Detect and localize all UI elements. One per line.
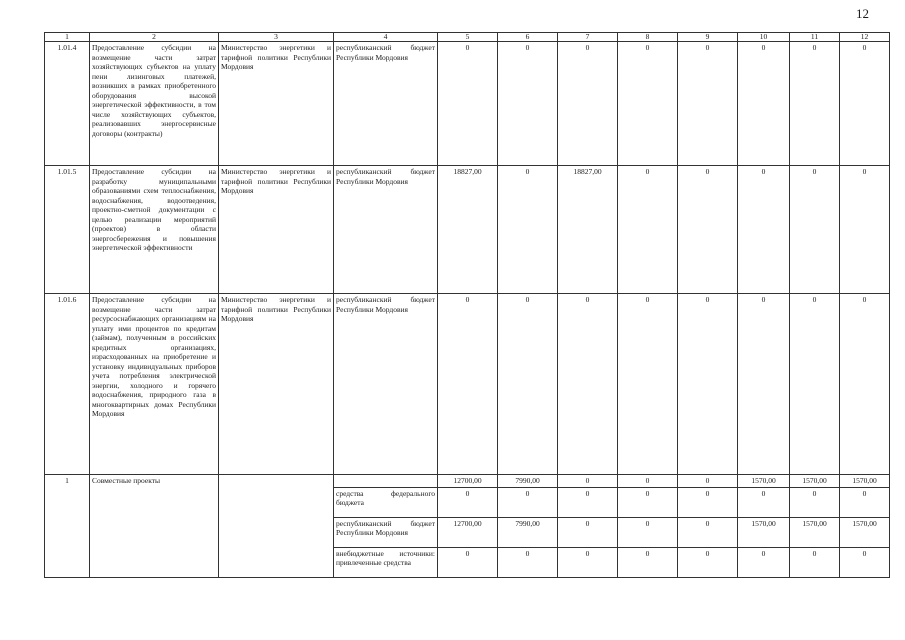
value-cell: 1570,00 (738, 475, 790, 488)
value-cell: 7990,00 (498, 475, 558, 488)
value-cell: 0 (840, 487, 890, 517)
value-cell: 0 (618, 42, 678, 166)
col-header: 6 (498, 33, 558, 42)
value-cell: 0 (840, 294, 890, 475)
row-code: 1.01.6 (45, 294, 90, 475)
value-cell: 7990,00 (498, 517, 558, 547)
value-cell: 0 (618, 487, 678, 517)
row-executor: Министерство энергетики и тарифной политики Республики Мордовия (219, 166, 334, 294)
col-header: 10 (738, 33, 790, 42)
value-cell: 0 (618, 166, 678, 294)
joint-total-source (334, 475, 438, 488)
value-cell: 0 (790, 42, 840, 166)
value-cell: 0 (558, 475, 618, 488)
value-cell: 0 (558, 294, 618, 475)
value-cell: 0 (678, 294, 738, 475)
value-cell: 0 (738, 42, 790, 166)
value-cell: 0 (558, 517, 618, 547)
value-cell: 0 (790, 294, 840, 475)
value-cell: 0 (738, 294, 790, 475)
col-header: 8 (618, 33, 678, 42)
value-cell: 0 (498, 487, 558, 517)
program-table (44, 32, 890, 578)
col-header: 12 (840, 33, 890, 42)
value-cell: 0 (738, 547, 790, 577)
table-row (45, 166, 890, 294)
value-cell: 0 (678, 547, 738, 577)
value-cell: 0 (618, 475, 678, 488)
value-cell: 0 (678, 42, 738, 166)
row-source: внебюджетные источники: привлеченные средства (334, 547, 438, 577)
row-executor: Министерство энергетики и тарифной политики Республики Мордовия (219, 42, 334, 166)
value-cell: 0 (618, 294, 678, 475)
row-source: республиканский бюджет Республики Мордовия (334, 166, 438, 294)
value-cell: 0 (738, 166, 790, 294)
row-code: 1.01.4 (45, 42, 90, 166)
value-cell: 0 (498, 547, 558, 577)
row-executor: Министерство энергетики и тарифной политики Республики Мордовия (219, 294, 334, 475)
col-header: 3 (219, 33, 334, 42)
value-cell: 0 (558, 547, 618, 577)
joint-description: Совместные проекты (90, 475, 219, 578)
row-source: республиканский бюджет Республики Мордовия (334, 517, 438, 547)
col-header: 2 (90, 33, 219, 42)
value-cell: 0 (790, 547, 840, 577)
value-cell: 12700,00 (438, 517, 498, 547)
joint-total-row (45, 475, 890, 488)
value-cell: 0 (438, 42, 498, 166)
col-header: 7 (558, 33, 618, 42)
value-cell: 18827,00 (438, 166, 498, 294)
value-cell: 0 (738, 487, 790, 517)
value-cell: 0 (678, 487, 738, 517)
value-cell: 0 (678, 166, 738, 294)
page-number: 12 (856, 6, 869, 21)
value-cell: 1570,00 (840, 517, 890, 547)
value-cell: 0 (790, 166, 840, 294)
value-cell: 0 (618, 517, 678, 547)
value-cell: 0 (438, 294, 498, 475)
joint-executor (219, 475, 334, 578)
value-cell: 0 (840, 42, 890, 166)
value-cell: 0 (678, 475, 738, 488)
column-numbers-row (45, 33, 890, 42)
col-header: 5 (438, 33, 498, 42)
col-header: 9 (678, 33, 738, 42)
value-cell: 0 (498, 166, 558, 294)
col-header: 1 (45, 33, 90, 42)
value-cell: 1570,00 (790, 517, 840, 547)
value-cell: 12700,00 (438, 475, 498, 488)
value-cell: 1570,00 (840, 475, 890, 488)
row-source: средства федерального бюджета (334, 487, 438, 517)
row-description: Предоставление субсидии на разработку муниципальными образованиями схем теплоснабжения, водоснабжения, водоотведения, проектно-сметной документации с целью реализации мероприятий (проектов) в области энергосбережения и повышения энергетической эффективности (90, 166, 219, 294)
value-cell: 1570,00 (738, 517, 790, 547)
value-cell: 0 (840, 547, 890, 577)
row-description: Предоставление субсидии на возмещение части затрат ресурсоснабжающих организациям на уплату ими процентов по кредитам (займам), полученным в российских кредитных организациях, израсходованных на приобретение и установку индивидуальных приборов учета потребления электрической энергии, холодного и горячего водоснабжения, природного газа в многоквартирных домах Республики Мордовия (90, 294, 219, 475)
row-source: республиканский бюджет Республики Мордовия (334, 42, 438, 166)
value-cell: 0 (558, 42, 618, 166)
value-cell: 1570,00 (790, 475, 840, 488)
col-header: 4 (334, 33, 438, 42)
value-cell: 0 (790, 487, 840, 517)
value-cell: 0 (438, 487, 498, 517)
table-row (45, 42, 890, 166)
value-cell: 0 (618, 547, 678, 577)
col-header: 11 (790, 33, 840, 42)
table-row (45, 294, 890, 475)
value-cell: 0 (840, 166, 890, 294)
joint-code: 1 (45, 475, 90, 578)
row-code: 1.01.5 (45, 166, 90, 294)
row-source: республиканский бюджет Республики Мордовия (334, 294, 438, 475)
value-cell: 0 (498, 294, 558, 475)
value-cell: 18827,00 (558, 166, 618, 294)
value-cell: 0 (438, 547, 498, 577)
row-description: Предоставление субсидии на возмещение части затрат хозяйствующих субъектов на уплату пени лизинговых платежей, возникших в рамках приобретенного оборудования высокой энергетической эффективности, в том числе хозяйствующих субъектов, реализовавших энергосервисные договоры (контракты) (90, 42, 219, 166)
value-cell: 0 (678, 517, 738, 547)
value-cell: 0 (498, 42, 558, 166)
value-cell: 0 (558, 487, 618, 517)
